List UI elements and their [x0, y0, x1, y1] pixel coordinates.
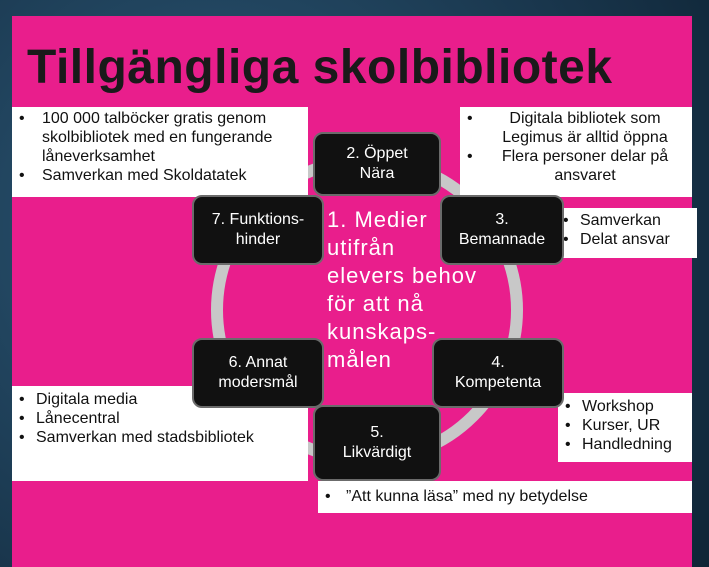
- box-top-left: [12, 107, 308, 197]
- list-item: • Samverkan med Skoldatatek: [12, 166, 304, 185]
- node-5-equal: 5. Likvärdigt: [313, 405, 441, 481]
- node-7-disability: 7. Funktions- hinder: [192, 195, 324, 265]
- node-6-mother-tongue: 6. Annat modersmål: [192, 338, 324, 408]
- list-item: • Kurser, UR: [558, 416, 690, 435]
- slide-title: Tillgängliga skolbibliotek: [27, 41, 613, 94]
- list-item: • Flera personer delar på ansvaret: [460, 147, 686, 185]
- box-top-right: [460, 107, 692, 197]
- list-item: • Digitala bibliotek som Legimus är alltid öppna: [460, 109, 686, 147]
- list-item: • 100 000 talböcker gratis genom skolbibliotek med en fungerande låneverksamhet: [12, 109, 304, 166]
- list-item: • Workshop: [558, 397, 690, 416]
- node-2-open: 2. Öppet Nära: [313, 132, 441, 196]
- node-3-staffed: 3. Bemannade: [440, 195, 564, 265]
- box-bottom: [318, 481, 692, 513]
- list-item: • Handledning: [558, 435, 690, 454]
- list-item: • Lånecentral: [12, 409, 304, 428]
- node-4-competent: 4. Kompetenta: [432, 338, 564, 408]
- list-item: • Samverkan med stadsbibliotek: [12, 428, 304, 447]
- list-item: • ”Att kunna läsa” med ny betydelse: [318, 487, 688, 506]
- list-item: • Samverkan: [556, 211, 693, 230]
- box-right: [558, 393, 692, 462]
- box-mid-right: [556, 208, 697, 258]
- center-label: 1. Medier utifrån elevers behov för att nå kunskaps- målen: [327, 207, 477, 372]
- list-item: • Delat ansvar: [556, 230, 693, 249]
- list-item: • Digitala media: [12, 390, 304, 409]
